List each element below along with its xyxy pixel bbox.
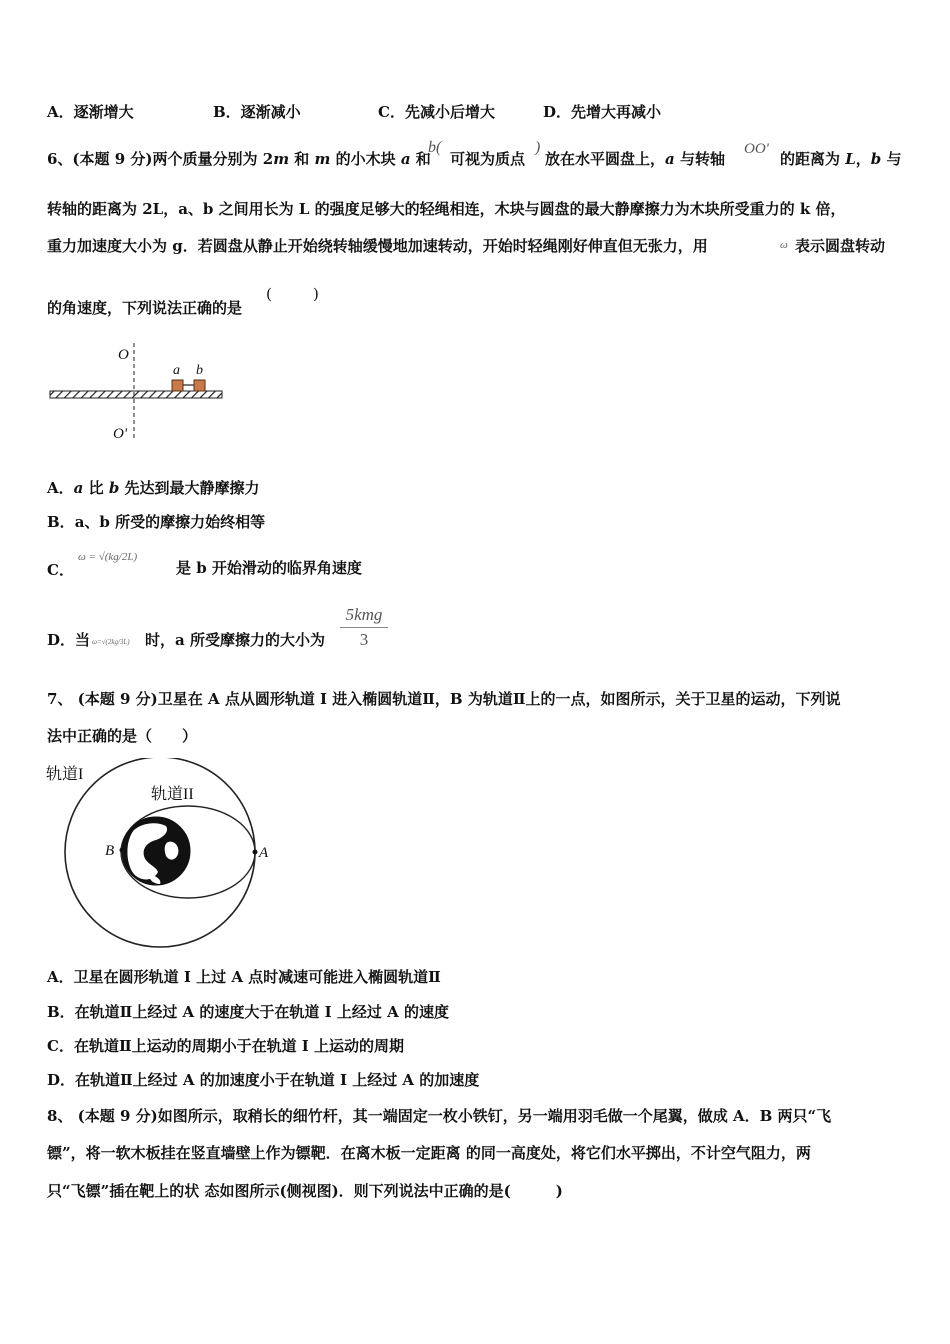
q6-stem-text: ， — [855, 150, 871, 168]
q5-option-d: D．先增大再减小 — [543, 103, 662, 121]
q6-var-a: a — [73, 479, 84, 497]
fraction-denominator: 3 — [359, 630, 369, 649]
q7-option-d: D．在轨道Ⅱ上经过 A 的加速度小于在轨道 I 上经过 A 的加速度 — [47, 1071, 480, 1089]
label-B: B — [105, 843, 115, 859]
block-a — [172, 380, 183, 391]
q6-var-m: m — [314, 150, 331, 168]
q6-opt-text: 比 — [83, 479, 109, 497]
q8-line2: 镖”，将一软木板挂在竖直墙壁上作为镖靶．在离木板一定距离 的同一高度处，将它们水平掷出，不计空气阻力，两 — [47, 1144, 811, 1162]
label-b: b — [196, 363, 203, 378]
q6-stem-text: 的小木块 — [330, 150, 401, 168]
q6-stem-text: 和 — [289, 150, 315, 168]
q7-option-b: B．在轨道Ⅱ上经过 A 的速度大于在轨道 I 上经过 A 的速度 — [47, 1003, 449, 1021]
block-b — [194, 380, 205, 391]
q5-option-c: C．先减小后增大 — [378, 103, 495, 121]
q6-line1-end — [780, 149, 902, 169]
q6-line4: 的角速度，下列说法正确的是 — [47, 299, 243, 317]
label-orbit-II: 轨道II — [151, 786, 194, 803]
q6-line1 — [47, 149, 431, 169]
q6-option-b — [47, 512, 265, 532]
fraction-numerator: 5kmg — [345, 605, 383, 624]
q6-line2: 转轴的距离为 2L，a、b 之间用长为 L 的强度足够大的轻绳相连，木块与圆盘的最大静摩擦力为木块所受重力的 k 倍， — [47, 200, 846, 218]
q6-option-a — [47, 478, 260, 498]
q6-opt-label: A． — [47, 479, 74, 497]
q8-line1: 8、 (本题 9 分)如图所示，取稍长的细竹杆，其一端固定一枚小铁钉，另一端用羽毛做一个尾翼，做成 A．B 两只“飞 — [47, 1107, 832, 1125]
q6-option-d-label: D．当 — [47, 631, 91, 649]
q6-var-L: L — [845, 150, 856, 168]
q6-option-c-text: 是 b 开始滑动的临界角速度 — [176, 559, 362, 577]
label-orbit-I: 轨道I — [46, 766, 84, 783]
q6-stem-text: 与转轴 — [674, 150, 725, 168]
q6-option-d-fraction — [340, 605, 388, 650]
q6-option-d-formula: ω=√(2kg/3L) — [92, 638, 130, 646]
q6-stem-text: 的距离为 — [780, 150, 846, 168]
q7-orbit-figure — [44, 758, 284, 953]
q6-b-math: b( — [428, 139, 442, 156]
turntable-disc — [50, 391, 222, 398]
q6-var-a: a — [665, 150, 675, 168]
q6-bracket-open: ( — [266, 285, 272, 303]
q8-line3: 只“飞镖”插在靶上的状 态如图所示(侧视图)．则下列说法中正确的是( ) — [47, 1182, 563, 1200]
q6-stem-text: 和 — [410, 150, 431, 168]
q6-turntable-figure — [45, 340, 230, 445]
point-A-dot — [253, 850, 258, 855]
q7-line1: 7、 (本题 9 分)卫星在 A 点从圆形轨道 I 进入椭圆轨道Ⅱ，B 为轨道Ⅱ上的一点，如图所示，关于卫星的运动，下列说 — [47, 690, 841, 708]
label-O-prime: O' — [113, 426, 128, 442]
q6-line1-cont — [545, 149, 725, 169]
fraction-bar — [340, 627, 388, 628]
q6-bracket-close: ) — [313, 285, 319, 303]
q6-oo-math: OO' — [744, 141, 769, 157]
q7-option-c: C．在轨道Ⅱ上运动的周期小于在轨道 I 上运动的周期 — [47, 1037, 405, 1055]
earth-globe — [122, 817, 190, 885]
q6-option-d-text: 时，a 所受摩擦力的大小为 — [145, 631, 325, 649]
q6-omega-math: ω — [780, 239, 788, 251]
label-a: a — [173, 363, 180, 378]
q6-stem-text: 与 — [881, 150, 902, 168]
q6-point-text: 可视为质点 — [450, 150, 526, 168]
q6-paren-close: ) — [535, 139, 541, 156]
q7-option-a: A．卫星在圆形轨道 I 上过 A 点时减速可能进入椭圆轨道Ⅱ — [47, 968, 441, 986]
label-O: O — [118, 347, 129, 363]
q6-line3-end: 表示圆盘转动 — [795, 237, 886, 255]
q5-option-b: B．逐渐减小 — [213, 103, 301, 121]
q6-stem-text: 放在水平圆盘上， — [545, 150, 666, 168]
q5-option-a: A．逐渐增大 — [47, 103, 134, 121]
q6-stem-text: 6、(本题 9 分)两个质量分别为 2 — [47, 150, 274, 168]
q6-opt-text: a、b 所受的摩擦力始终相等 — [74, 513, 266, 531]
q6-line3: 重力加速度大小为 g．若圆盘从静止开始绕转轴缓慢地加速转动，开始时轻绳刚好伸直但无张力，用 — [47, 237, 708, 255]
point-B-dot — [120, 848, 125, 853]
label-A: A — [259, 845, 269, 861]
q6-opt-text: 先达到最大静摩擦力 — [119, 479, 260, 497]
q6-var-a: a — [400, 150, 411, 168]
q6-var-b: b — [108, 479, 120, 497]
q6-opt-label: B． — [47, 513, 75, 531]
q6-option-c-formula: ω = √(kg/2L) — [78, 551, 138, 563]
q7-line2: 法中正确的是（ ） — [47, 727, 198, 745]
q6-var-b: b — [870, 150, 882, 168]
q6-option-c-label: C． — [47, 561, 74, 579]
q6-var-m: m — [273, 150, 290, 168]
